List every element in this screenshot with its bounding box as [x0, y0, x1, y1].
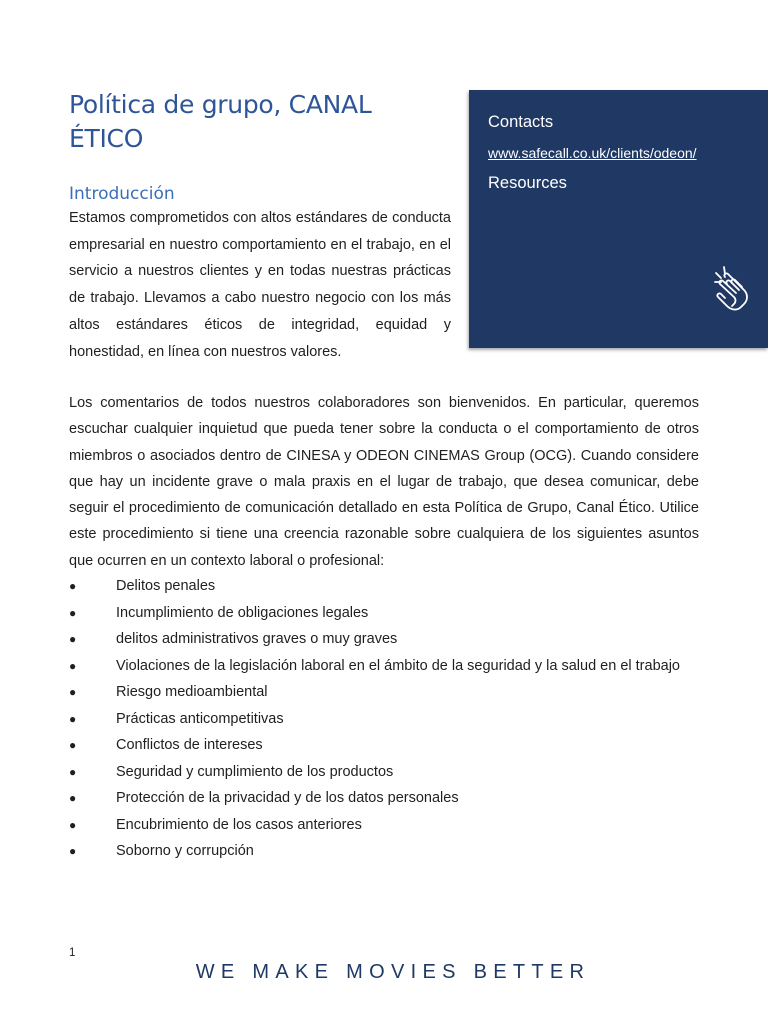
bullet-point: ● — [69, 817, 77, 832]
bullet-point: ● — [69, 632, 77, 646]
list-item — [69, 679, 709, 706]
list-item-text: Conflictos de intereses — [116, 737, 263, 753]
list-item-text: Violaciones de la legislación laboral en el ámbito de la seguridad y la salud en el trabajo — [116, 657, 680, 674]
list-item-text: Seguridad y cumplimiento de los productos — [116, 763, 394, 780]
footer-tagline: WE MAKE MOVIES BETTER — [195, 961, 591, 983]
list-item-text: Encubrimiento de los casos anteriores — [116, 816, 362, 833]
list-item-text: Protección de la privacidad y de los datos personales — [116, 790, 459, 806]
list-item-text: Soborno y corrupción — [116, 843, 254, 859]
bullet-point: ● — [69, 605, 77, 620]
list-item — [69, 600, 709, 627]
issues-list — [69, 573, 709, 865]
list-item — [69, 838, 709, 865]
list-item — [69, 812, 709, 839]
list-item — [69, 573, 709, 600]
list-item-text: Incumplimiento de obligaciones legales — [116, 604, 369, 621]
intro-heading: Introducción — [69, 184, 175, 204]
list-item-text: Riesgo medioambiental — [116, 684, 268, 700]
safecall-link[interactable]: www.safecall.co.uk/clients/odeon/ — [488, 145, 697, 161]
bullet-point: ● — [69, 738, 77, 752]
bullet-point: ● — [69, 685, 77, 699]
bullet-point: ● — [69, 711, 77, 726]
list-item — [69, 732, 709, 759]
contacts-sidebar — [469, 90, 768, 348]
contacts-label: Contacts — [488, 113, 554, 131]
list-item — [69, 785, 709, 812]
bullet-point: ● — [69, 579, 77, 593]
list-item-text: Delitos penales — [116, 578, 216, 594]
document-title: Política de grupo, CANAL ÉTICO — [69, 90, 372, 153]
intro-paragraph: Estamos comprometidos con altos estándares de conducta empresarial en nuestro comportamiento en el trabajo, en el servicio a nuestros clientes y en todas nuestras prácticas de trabajo. Llevamos a cabo nuestro negocio con los más altos estándares éticos de integridad, equidad y honestidad, en línea con nuestros valores. — [69, 210, 451, 360]
resources-label: Resources — [488, 174, 567, 192]
bullet-point: ● — [69, 658, 77, 673]
list-item — [69, 706, 709, 733]
list-item-text: delitos administrativos graves o muy graves — [116, 631, 398, 647]
bullet-point: ● — [69, 844, 77, 858]
body-paragraph: Los comentarios de todos nuestros colaboradores son bienvenidos. En particular, queremos escuchar cualquier inquietud que pueda tener sobre la conducta o el comportamiento de otros miembros o asociados dentro de CINESA y ODEON CINEMAS Group (OCG). Cuando considere que hay un incidente grave o mala praxis en el lugar de trabajo, que desea comunicar, debe seguir el procedimiento de comunicación detallado en esta Política de Grupo, Canal Ético. Utilice este procedimiento si tiene una creencia razonable sobre cualquiera de los siguientes asuntos que ocurren en un contexto laboral o profesional: — [69, 395, 699, 569]
tap-hand-icon[interactable] — [712, 264, 752, 312]
list-item — [69, 626, 709, 653]
list-item — [69, 653, 709, 680]
list-item-text: Prácticas anticompetitivas — [116, 710, 284, 727]
bullet-point: ● — [69, 764, 77, 779]
bullet-point: ● — [69, 791, 77, 805]
list-item — [69, 759, 709, 786]
page-number: 1 — [69, 947, 76, 959]
